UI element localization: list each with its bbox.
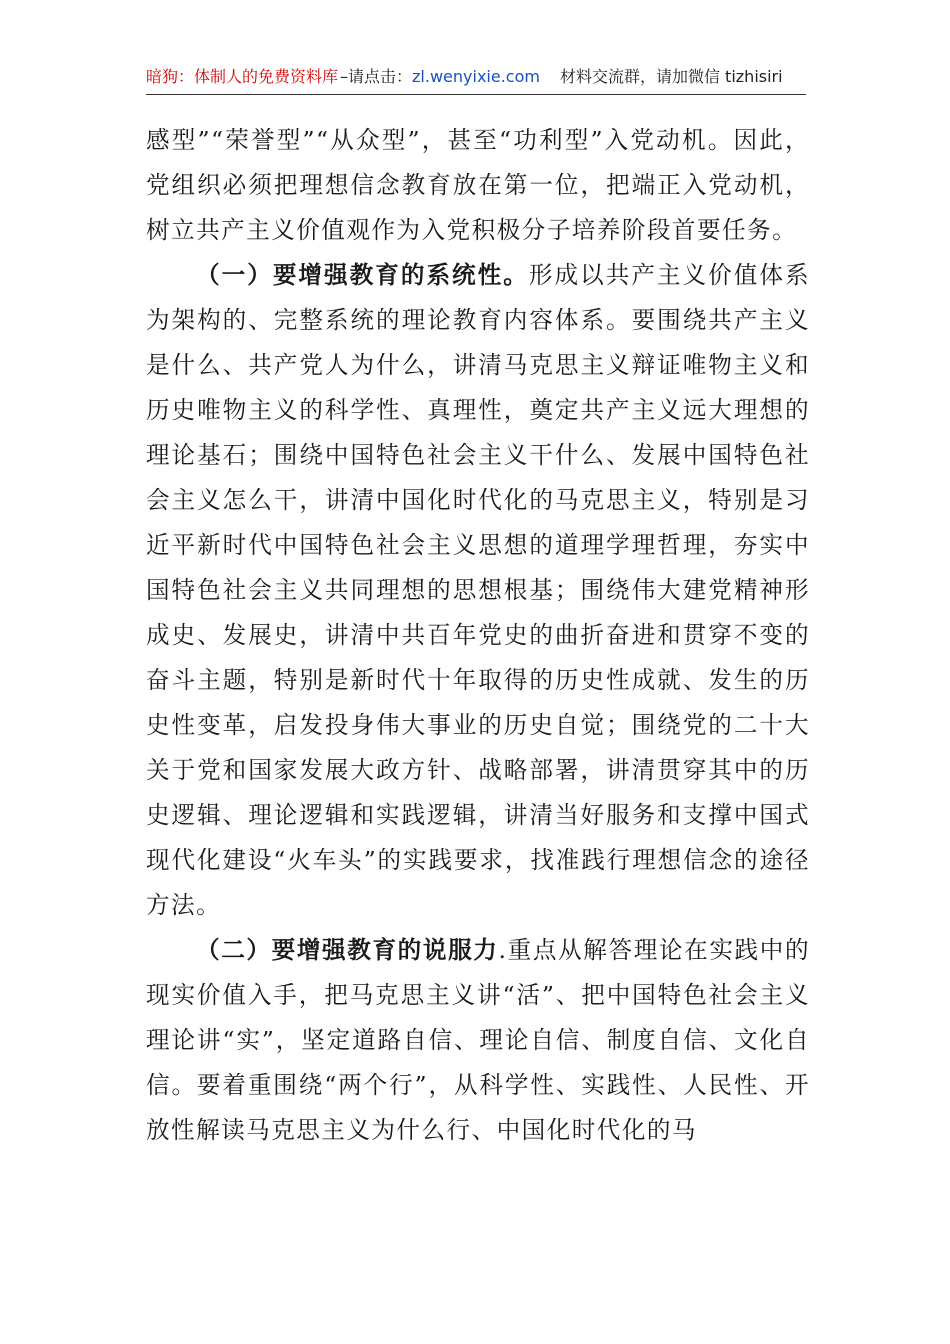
section-two-heading: （二）要增强教育的说服力 bbox=[196, 936, 499, 964]
paragraph-continuation: 感型”“荣誉型”“从众型”，甚至“功利型”入党动机。因此，党组织必须把理想信念教育放在第一位，把端正入党动机，树立共产主义价值观作为入党积极分子培养阶段首要任务。 bbox=[146, 126, 810, 244]
header-group-info: 材料交流群，请加微信 tizhisiri bbox=[559, 67, 783, 86]
header-dash: – bbox=[340, 67, 349, 86]
paragraph-section-one bbox=[146, 253, 810, 928]
section-one-heading: （一）要增强教育的系统性。 bbox=[196, 261, 529, 289]
section-one-text: 形成以共产主义价值体系为架构的、完整系统的理论教育内容体系。要围绕共产主义是什么、共产党人为什么，讲清马克思主义辩证唯物主义和历史唯物主义的科学性、真理性，奠定共产主义远大理想的理论基石；围绕中国特色社会主义干什么、发展中国特色社会主义怎么干，讲清中国化时代化的马克思主义，特别是习近平新时代中国特色社会主义思想的道理学理哲理，夯实中国特色社会主义共同理想的思想根基；围绕伟大建党精神形成史、发展史，讲清中共百年党史的曲折奋进和贯穿不变的奋斗主题，特别是新时代十年取得的历史性成就、发生的历史性变革，启发投身伟大事业的历史自觉；围绕党的二十大关于党和国家发展大政方针、战略部署，讲清贯穿其中的历史逻辑、理论逻辑和实践逻辑，讲清当好服务和支撑中国式现代化建设“火车头”的实践要求，找准践行理想信念的途径方法。 bbox=[146, 261, 810, 919]
document-body bbox=[146, 118, 810, 1153]
section-two-text: .重点从解答理论在实践中的现实价值入手，把马克思主义讲“活”、把中国特色社会主义理论讲“实”，坚定道路自信、理论自信、制度自信、文化自信。要着重围绕“两个行”，从科学性、实践性、人民性、开放性解读马克思主义为什么行、中国化时代化的马 bbox=[146, 936, 810, 1144]
page-header bbox=[146, 60, 806, 95]
header-click-prompt: 请点击： bbox=[348, 67, 413, 86]
paragraph-section-two bbox=[146, 928, 810, 1153]
header-url-link[interactable]: zl.wenyixie.com bbox=[412, 67, 540, 86]
header-site-name: 暗狗：体制人的免费资料库 bbox=[146, 67, 339, 86]
